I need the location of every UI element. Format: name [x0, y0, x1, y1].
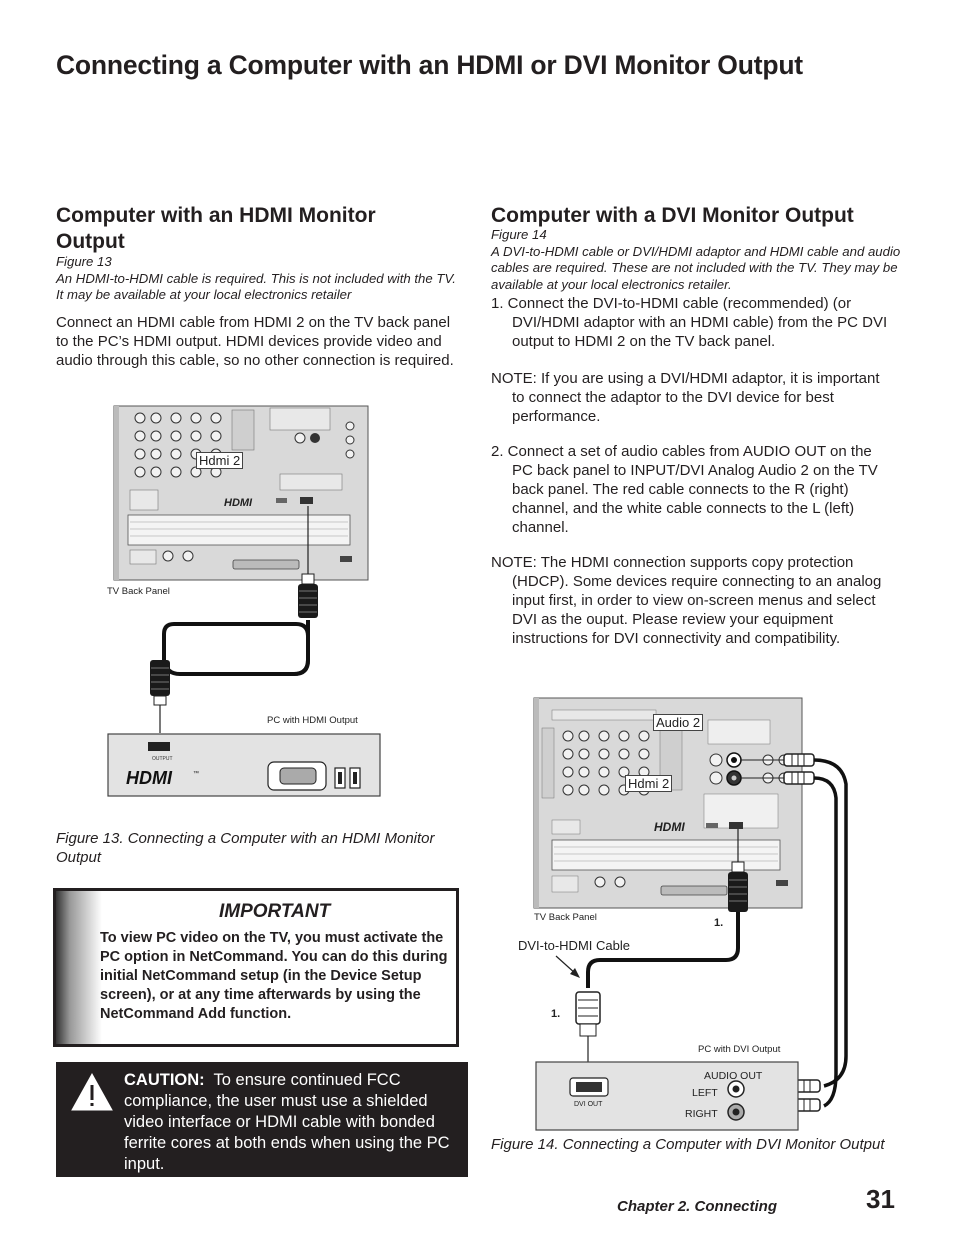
- caution-box: [56, 1062, 468, 1177]
- important-text: To view PC video on the TV, you must activate the PC option in NetCommand. You can do this during initial NetCommand setup (in the Device Setup screen), or at any time afterwards by using the NetCommand Add function.: [100, 930, 448, 1022]
- audio-out-label: AUDIO OUT: [704, 1070, 763, 1082]
- hdmi2-label-fig14: Hdmi 2: [625, 775, 672, 792]
- dvi-figure-note: [491, 227, 901, 293]
- dvi-instructions: [491, 294, 891, 648]
- hdmi-logo-tv-fig13: HDMI: [224, 497, 253, 509]
- hdmi-logo-tv-fig14: HDMI: [654, 820, 685, 834]
- dvi-step-1: 1. Connect the DVI-to-HDMI cable (recommended) (or DVI/HDMI adaptor with an HDMI cable) from the PC DVI output to HDMI 2 on the TV back panel.: [491, 295, 888, 350]
- figure-14-caption: Figure 14. Connecting a Computer with DVI Monitor Output: [491, 1136, 885, 1153]
- important-box: [53, 888, 459, 1047]
- hdmi-figure-text: An HDMI-to-HDMI cable is required. This is not included with the TV. It may be available at your local electronics retailer: [56, 270, 456, 302]
- hdmi-figure-note: [56, 254, 456, 304]
- tv-back-panel-label-fig14: TV Back Panel: [534, 912, 597, 923]
- right-channel-label: RIGHT: [685, 1108, 718, 1120]
- dvi-out-label: DVI OUT: [574, 1101, 603, 1108]
- step-marker-top: 1.: [714, 917, 724, 929]
- dvi-note-1: NOTE: If you are using a DVI/HDMI adaptor, it is important to connect the adaptor to the DVI device for best performance.: [491, 370, 880, 425]
- pc-hdmi-panel: [108, 734, 380, 796]
- hdmi-heading-line-2: Output: [56, 230, 125, 253]
- caution-text: [124, 1070, 460, 1175]
- step-marker-left: 1.: [551, 1008, 561, 1020]
- pc-hdmi-label: PC with HDMI Output: [267, 715, 358, 726]
- dvi-figure-ref: Figure 14: [491, 227, 547, 242]
- dvi-note-2: NOTE: The HDMI connection supports copy protection (HDCP). Some devices require connecting to an analog input first, in order to view on-screen menus and select DVI as the ouput. Please review your equipment instructions for DVI connectivity and compatibility.: [491, 554, 882, 647]
- hdmi-trademark: ™: [193, 771, 199, 777]
- dvi-hdmi-cable-label: DVI-to-HDMI Cable: [518, 938, 630, 953]
- pc-output-label-fig13: OUTPUT: [152, 756, 173, 762]
- left-channel-label: LEFT: [692, 1087, 718, 1099]
- caution-body: To ensure continued FCC compliance, the user must use a shielded video interface or HDMI cable with bonded ferrite cores at both ends when using the PC input.: [124, 1071, 450, 1173]
- caution-label: CAUTION:: [124, 1071, 205, 1089]
- chapter-footer: Chapter 2. Connecting: [617, 1198, 778, 1215]
- hdmi2-label-fig13: Hdmi 2: [196, 452, 243, 469]
- hdmi-heading-line-1: Computer with an HDMI Monitor: [56, 204, 376, 227]
- hdmi-section-heading: [56, 203, 376, 255]
- dvi-step-2: 2. Connect a set of audio cables from AUDIO OUT on the PC back panel to INPUT/DVI Analog Audio 2 on the TV back panel. The red cable connects to the R (right) channel, and the white cable connects to the L (left) channel.: [491, 443, 878, 536]
- dvi-section-heading: Computer with a DVI Monitor Output: [491, 204, 854, 227]
- hdmi-body-text: Connect an HDMI cable from HDMI 2 on the TV back panel to the PC’s HDMI output. HDMI devices provide video and audio through this cable, so no other connection is required.: [56, 314, 454, 369]
- tv-back-panel-fig13: [114, 406, 368, 580]
- important-title: IMPORTANT: [219, 901, 331, 922]
- dvi-figure-text: A DVI-to-HDMI cable or DVI/HDMI adaptor and HDMI cable and audio cables are required. These are not included with the TV. They may be available at your local electronics retailer.: [491, 243, 901, 292]
- tv-back-panel-label-fig13: TV Back Panel: [107, 586, 170, 597]
- audio2-label-fig14: Audio 2: [653, 714, 703, 731]
- warning-triangle-icon: [70, 1072, 114, 1112]
- hdmi-figure-ref: Figure 13: [56, 254, 112, 269]
- page-title: Connecting a Computer with an HDMI or DVI Monitor Output: [56, 50, 803, 80]
- figure-13-diagram: [100, 398, 390, 803]
- page-number: 31: [866, 1184, 895, 1214]
- figure-13-caption: Figure 13. Connecting a Computer with an HDMI Monitor Output: [56, 830, 435, 866]
- hdmi-logo-pc-fig13: HDMI: [126, 768, 172, 788]
- pc-dvi-label: PC with DVI Output: [698, 1044, 781, 1055]
